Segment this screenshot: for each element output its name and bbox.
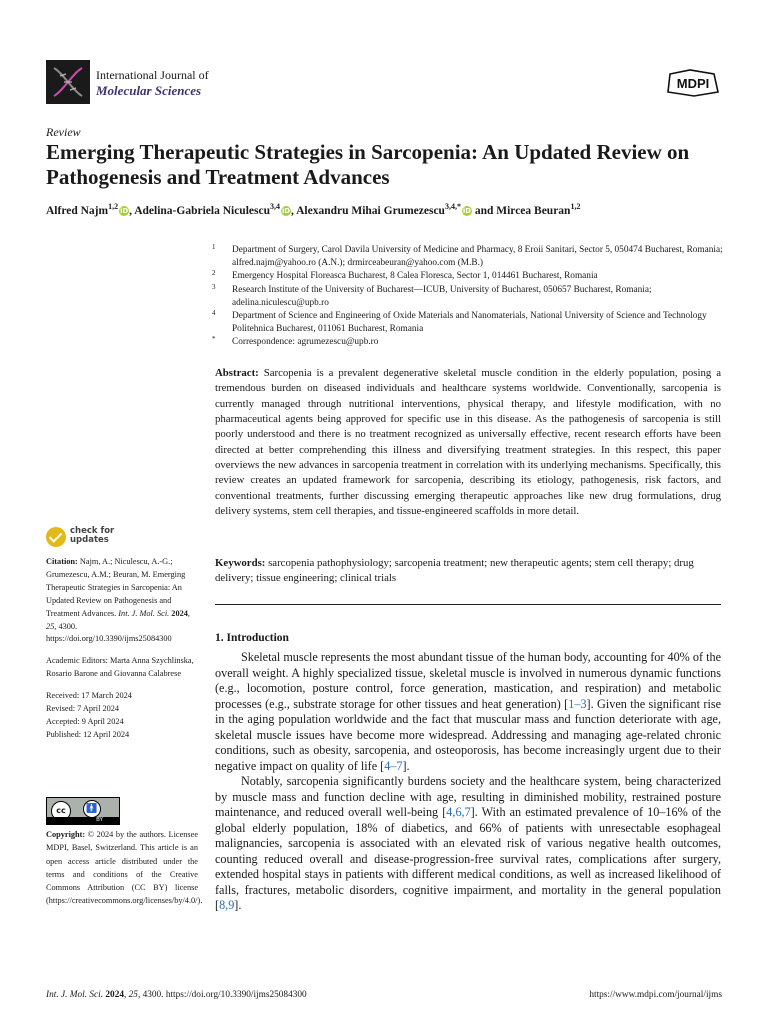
author-separator: , bbox=[290, 204, 297, 217]
author-separator: , bbox=[129, 204, 135, 217]
affiliation-item bbox=[212, 244, 727, 270]
footer-journal-url[interactable]: https://www.mdpi.com/journal/ijms bbox=[589, 990, 722, 1000]
affiliation-marker: 2 bbox=[212, 269, 216, 278]
section-heading-introduction: 1. Introduction bbox=[215, 632, 289, 644]
affiliation-marker: 3 bbox=[212, 282, 216, 291]
introduction-body bbox=[215, 650, 721, 914]
paragraph-1-text-c: ]. bbox=[402, 758, 410, 773]
citation-year: 2024 bbox=[171, 608, 188, 618]
author-affiliation-marker: 1,2 bbox=[108, 202, 119, 211]
paragraph-1-text-a: Skeletal muscle represents the most abundant tissue of the human body, accounting for 40% of the overall weight. A highly specialized tissue, skeletal muscle is involved in numerous dynamic functions (e.g., locomotion, posture control, force generation, mastication, and respiration) and metabolic processes (e.g., substrate storage for other tissues and heat generation) [ bbox=[215, 650, 721, 711]
affiliation-marker: * bbox=[212, 335, 216, 344]
author-affiliation-marker: 3,4,* bbox=[444, 202, 461, 211]
journal-logo bbox=[46, 60, 90, 104]
citation-doi[interactable]: 4300. https://doi.org/10.3390/ijms25084300 bbox=[46, 621, 172, 644]
footer-year: 2024 bbox=[105, 990, 124, 1000]
cc-license-badge[interactable] bbox=[46, 797, 120, 825]
article-type: Review bbox=[46, 125, 81, 139]
citation-label: Citation: bbox=[46, 557, 78, 566]
author-affiliation-marker: 1,2 bbox=[570, 202, 581, 211]
footer-journal: Int. J. Mol. Sci. bbox=[46, 990, 104, 1000]
footer-volume: 25 bbox=[128, 990, 138, 1000]
copyright bbox=[46, 828, 203, 908]
paragraph-1-text-b: ]. Given the significant rise in the aging population worldwide and the fact that muscular mass and function deteriorate with age, skeletal muscle issues have become more widespread. Addressing and managing age-related chronic conditions, such as obesity, sarcopenia, and osteoporosis, has become increasingly urgent due to their negative impact on quality of life [ bbox=[215, 696, 722, 773]
paragraph-2-text-c: ]. bbox=[234, 898, 242, 912]
journal-name-line2: Molecular Sciences bbox=[96, 83, 202, 98]
affiliation-item bbox=[212, 336, 727, 349]
paragraph-2 bbox=[215, 774, 721, 914]
affiliation-marker: 1 bbox=[212, 243, 216, 251]
copyright-label: Copyright: bbox=[46, 830, 86, 839]
date-received: Received: 17 March 2024 bbox=[46, 691, 132, 701]
orcid-icon[interactable]: iD bbox=[281, 206, 291, 215]
affiliation-text: Research Institute of the University of Bucharest—ICUB, University of Bucharest, 050657 Bucharest, Romania; adelina.niculescu@upb.ro bbox=[232, 284, 652, 308]
academic-editors: Academic Editors: Marta Anna Szychlinska, Rosario Barone and Giovanna Calabrese bbox=[46, 656, 194, 679]
paragraph-2-text-a: Notably, sarcopenia significantly burdens society and the healthcare system, being characterized by muscle mass and function decline with age, resulting in diminished mobility, restrained posture maintenance, and reduced overall well-being [ bbox=[215, 774, 721, 819]
author-name: Mircea Beuran bbox=[496, 204, 571, 217]
cc-by-label: BY bbox=[47, 817, 119, 824]
abstract-text: Sarcopenia is a prevalent degenerative skeletal muscle condition in the elderly population, posing a tremendous burden on diseased individuals and healthcare systems worldwide. Conventionally, sarcopenia is currently managed through nutritional interventions, physical therapy, and lifestyle modification, with no pharmaceutical agents being approved for specific use in this disease. As the pathogenesis of sarcopenia is still poorly understood and there is no treatment recognized as universally effective, recent research efforts have been directed at better comprehending this illness and diversifying treatment strategies. In this respect, this paper overviews the new advances in sarcopenia treatment in correlation with its underlying mechanisms. Specifically, this review creates an updated framework for sarcopenia, describing its etiology, pathogenesis, risk factors, and conventional treatments, further discussing emerging therapeutic approaches like new drug formulations, drug delivery systems, stem cell therapies, and tissue-engineered scaffolds in more detail. bbox=[215, 367, 721, 518]
date-revised: Revised: 7 April 2024 bbox=[46, 704, 120, 714]
mdpi-logo bbox=[664, 68, 720, 98]
affiliation-item bbox=[212, 270, 727, 283]
page-title: Emerging Therapeutic Strategies in Sarcopenia: An Updated Review on Pathogenesis and Treatment Advances bbox=[46, 140, 690, 189]
orcid-icon[interactable]: iD bbox=[462, 206, 472, 215]
journal-name-line1: International Journal of bbox=[96, 68, 209, 82]
author-name: Adelina-Gabriela Niculescu bbox=[134, 204, 270, 217]
citation-link[interactable]: 8,9 bbox=[219, 898, 235, 912]
copyright-text: © 2024 by the authors. Licensee MDPI, Basel, Switzerland. This article is an open access article distributed under the terms and conditions of the Creative Commons Attribution (CC BY) license (https://creativecommons.org/licenses/by/4.0/). bbox=[46, 830, 203, 906]
footer-citation: Int. J. Mol. Sci. 2024, 25, 4300. https://doi.org/10.3390/ijms25084300 bbox=[46, 990, 307, 1000]
abstract-label: Abstract: bbox=[215, 367, 259, 379]
journal-name bbox=[96, 68, 209, 98]
affiliation-item bbox=[212, 284, 727, 310]
paragraph-1 bbox=[215, 650, 721, 774]
section-divider bbox=[215, 604, 721, 605]
abstract bbox=[215, 366, 721, 519]
mdpi-logo-text: MDPI bbox=[676, 76, 710, 91]
check-updates-icon[interactable] bbox=[46, 527, 66, 547]
paragraph-2-text-b: ]. With an estimated prevalence of 10–16% of the global elderly population, 18% of diabetics, and 66% of patients with unresectable esophageal malignancies, sarcopenia is associated with an elevated risk of various negative health outcomes, counting reduced overall and disease-progression-free survival rates, complications after surgery, extended hospital stays in patients with different medical conditions, as well as increased likelihood of falls, fractures, metabolic disorders, cognitive impairment, and mortality in the general population [ bbox=[215, 805, 722, 912]
citation: Citation: Najm, A.; Niculescu, A.-G.; Grumezescu, A.M.; Beuran, M. Emerging Therapeutic Strategies in Sarcopenia: An Updated Review on Pathogenesis and Treatment Advances. Int. J. Mol. Sci. 2024, 25, 4300. https://doi.org/10.3390/ijms25084300 bbox=[46, 557, 190, 644]
citation-text: Najm, A.; Niculescu, A.-G.; Grumezescu, A.M.; Beuran, M. Emerging Therapeutic Strategies in Sarcopenia: An Updated Review on Pathogenesis and Treatment Advances. bbox=[46, 557, 186, 618]
affiliations bbox=[212, 244, 727, 350]
author-affiliation-marker: 3,4 bbox=[269, 202, 280, 211]
author-name: Alexandru Mihai Grumezescu bbox=[296, 204, 445, 217]
keywords bbox=[215, 556, 721, 587]
check-updates-link[interactable] bbox=[70, 527, 114, 545]
date-published: Published: 12 April 2024 bbox=[46, 729, 130, 739]
author-separator: and bbox=[471, 204, 497, 217]
check-updates-line1: check for bbox=[70, 526, 115, 536]
citation-link[interactable]: 1–3 bbox=[568, 696, 587, 711]
footer-doi[interactable]: , 4300. https://doi.org/10.3390/ijms25084300 bbox=[137, 990, 307, 1000]
citation-journal: Int. J. Mol. Sci. bbox=[118, 608, 170, 618]
affiliation-text: Department of Science and Engineering of Oxide Materials and Nanomaterials, National University of Science and Technology Politehnica Bucharest, 011061 Bucharest, Romania bbox=[232, 311, 707, 335]
attribution-person-icon: 🚹 bbox=[83, 800, 101, 818]
author-name: Alfred Najm bbox=[46, 204, 109, 217]
keywords-text: sarcopenia pathophysiology; sarcopenia treatment; new therapeutic agents; stem cell therapy; drug delivery; tissue engineering; clinical trials bbox=[215, 557, 694, 585]
affiliation-text: Correspondence: agrumezescu@upb.ro bbox=[232, 337, 379, 348]
sidebar-info bbox=[46, 556, 198, 742]
citation-link[interactable]: 4,6,7 bbox=[446, 805, 471, 819]
affiliation-text: Department of Surgery, Carol Davila University of Medicine and Pharmacy, 8 Eroii Sanitari, Sector 5, 050474 Bucharest, Romania; alfred.najm@yahoo.ro (A.N.); drmirceabeuran@yahoo.com (M.B.) bbox=[232, 245, 723, 269]
citation-volume: 25 bbox=[46, 621, 55, 631]
date-accepted: Accepted: 9 April 2024 bbox=[46, 716, 124, 726]
affiliation-marker: 4 bbox=[212, 309, 216, 318]
check-updates-line2: updates bbox=[70, 535, 109, 545]
author-list bbox=[46, 202, 736, 217]
affiliation-item bbox=[212, 310, 727, 336]
orcid-icon[interactable]: iD bbox=[119, 206, 129, 215]
affiliation-text: Emergency Hospital Floreasca Bucharest, 8 Calea Floresca, Sector 1, 014461 Bucharest, Romania bbox=[232, 271, 598, 282]
cc-icon: cc bbox=[51, 801, 71, 821]
citation-link[interactable]: 4–7 bbox=[384, 758, 403, 773]
keywords-label: Keywords: bbox=[215, 557, 266, 569]
